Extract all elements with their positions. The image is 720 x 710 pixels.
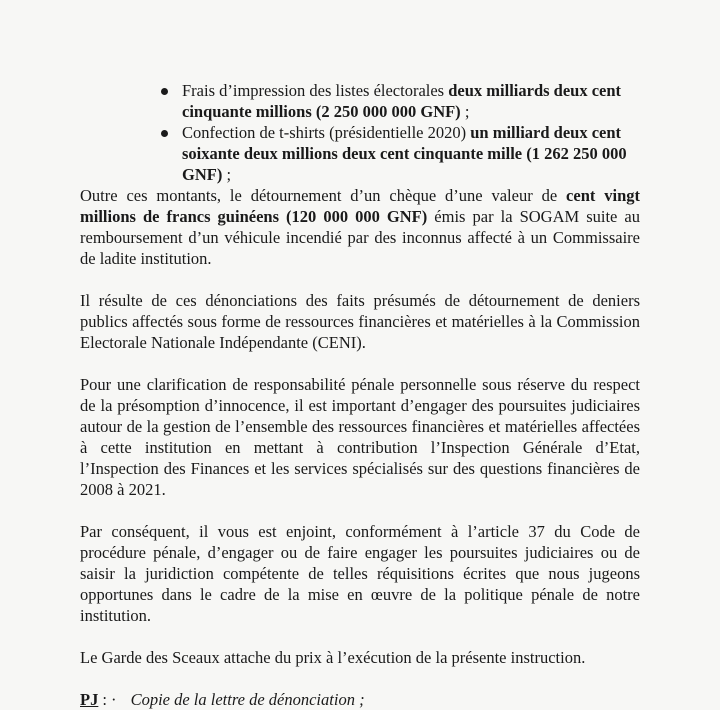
injonction-paragraph: Par conséquent, il vous est enjoint, conformément à l’article 37 du Code de procédure pénale, d’engager ou de faire engager les poursuites judiciaires ou de saisir la juridiction compétente de telles réquisitions écrites que nous jugeons opportunes dans le cadre de la mise en œuvre de la politique pénale de notre institution. [80,522,640,625]
paragraph-text: Outre ces montants, le détournement d’un chèque d’une valeur de [80,186,567,205]
list-item [182,122,640,185]
attachments-separator: : · [102,690,117,709]
cheque-paragraph [80,185,640,269]
list-item-text: Confection de t-shirts (présidentielle 2020) [182,123,471,142]
attachments-label: PJ [80,690,99,709]
paragraph-text: émis par la SOGAM suite au remboursement d’un véhicule incendié par des inconnus affecté à un Commissaire de ladite institution. [80,207,640,268]
list-item-amount: un milliard deux cent soixante deux millions deux cent cinquante mille (1 262 250 000 GNF) [182,123,627,184]
bullet-icon [161,88,168,95]
attachments-line [80,689,640,710]
list-item [182,80,640,122]
expense-list [116,80,640,185]
denonciations-paragraph: Il résulte de ces dénonciations des faits présumés de détournement de deniers publics affectés sous forme de ressources financières et matérielles à la Commission Electorale Nationale Indépendante (CENI). [80,291,640,352]
list-item-suffix: ; [222,165,232,184]
paragraph-amount: cent vingt millions de francs guinéens (120 000 000 GNF) [80,186,641,226]
garde-des-sceaux-paragraph: Le Garde des Sceaux attache du prix à l’exécution de la présente instruction. [80,648,586,667]
list-item-text: Frais d’impression des listes électorales [182,81,449,100]
clarification-paragraph: Pour une clarification de responsabilité pénale personnelle sous réserve du respect de la présomption d’innocence, il est important d’engager des poursuites judiciaires autour de la gestion de l’ensemble des ressources financières et matérielles affectées à cette institution en mettant à contribution l’Inspection Générale d’Etat, l’Inspection des Finances et les services spécialisés sur des questions financières de 2008 à 2021. [80,375,640,499]
list-item-amount: deux milliards deux cent cinquante millions (2 250 000 000 GNF) [182,81,622,121]
list-item-suffix: ; [460,102,470,121]
bullet-icon [161,130,168,137]
attachment-item: Copie de la lettre de dénonciation ; [130,690,365,709]
